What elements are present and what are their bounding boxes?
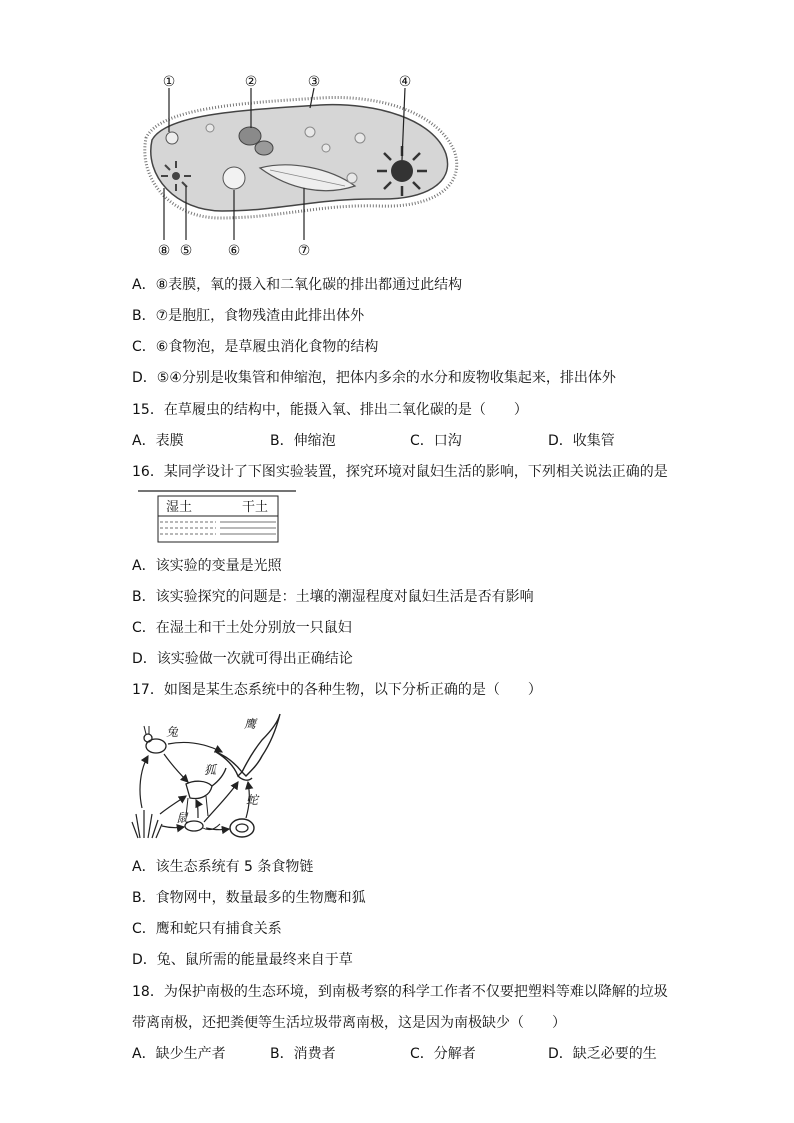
snake-label: 蛇 xyxy=(246,793,259,807)
marker-5: ⑤ xyxy=(179,243,193,259)
q14-option-b: B．⑦是胞肛，食物残渣由此排出体外 xyxy=(132,308,365,324)
q15-option-c: C．口沟 xyxy=(410,433,462,449)
q16-option-c: C．在湿土和干土处分别放一只鼠妇 xyxy=(132,620,352,636)
q17-question: 17．如图是某生态系统中的各种生物，以下分析正确的是（ ） xyxy=(132,682,542,698)
fox-label: 狐 xyxy=(204,763,217,777)
marker-2: ② xyxy=(244,74,258,90)
marker-8: ⑧ xyxy=(157,243,171,259)
q17-option-b: B．食物网中，数量最多的生物鹰和狐 xyxy=(132,890,366,906)
q14-option-c: C．⑥食物泡，是草履虫消化食物的结构 xyxy=(132,339,379,355)
q16-option-b: B．该实验探究的问题是：土壤的潮湿程度对鼠妇生活是否有影响 xyxy=(132,589,534,605)
marker-4: ④ xyxy=(398,74,412,90)
q16-option-a: A．该实验的变量是光照 xyxy=(132,558,282,574)
q16-option-d: D．该实验做一次就可得出正确结论 xyxy=(132,651,353,667)
marker-7: ⑦ xyxy=(297,243,311,259)
q18-option-b: B．消费者 xyxy=(270,1046,336,1062)
q15-option-b: B．伸缩泡 xyxy=(270,433,336,449)
mouse-label: 鼠 xyxy=(176,811,189,825)
q17-option-c: C．鹰和蛇只有捕食关系 xyxy=(132,921,282,937)
paramecium-figure xyxy=(130,68,470,260)
wet-soil-label: 湿土 xyxy=(166,500,193,515)
q18-question-line1: 18．为保护南极的生态环境，到南极考察的科学工作者不仅要把塑料等难以降解的垃圾 xyxy=(132,984,668,1000)
q14-option-a: A．⑧表膜，氧的摄入和二氧化碳的排出都通过此结构 xyxy=(132,277,463,293)
q18-option-a: A．缺少生产者 xyxy=(132,1046,226,1062)
dry-soil-label: 干土 xyxy=(242,500,269,515)
q18-question-line2: 带离南极，还把粪便等生活垃圾带离南极，这是因为南极缺少（ ） xyxy=(132,1015,566,1031)
marker-1: ① xyxy=(162,74,176,90)
food-web-figure xyxy=(130,710,290,845)
q17-option-a: A．该生态系统有 5 条食物链 xyxy=(132,859,314,875)
q15-option-d: D．收集管 xyxy=(548,433,615,449)
q14-option-d: D．⑤④分别是收集管和伸缩泡，把体内多余的水分和废物收集起来，排出体外 xyxy=(132,370,616,386)
marker-3: ③ xyxy=(307,74,321,90)
eagle-label: 鹰 xyxy=(244,717,257,731)
q15-option-a: A．表膜 xyxy=(132,433,184,449)
q17-option-d: D．兔、鼠所需的能量最终来自于草 xyxy=(132,952,353,968)
q18-option-c: C．分解者 xyxy=(410,1046,476,1062)
q16-question: 16．某同学设计了下图实验装置，探究环境对鼠妇生活的影响，下列相关说法正确的是 xyxy=(132,464,668,480)
rabbit-label: 兔 xyxy=(166,725,179,739)
q15-question: 15．在草履虫的结构中，能摄入氧、排出二氧化碳的是（ ） xyxy=(132,402,528,418)
marker-6: ⑥ xyxy=(227,243,241,259)
q18-option-d: D．缺乏必要的生 xyxy=(548,1046,657,1062)
soil-experiment-figure xyxy=(138,488,298,544)
